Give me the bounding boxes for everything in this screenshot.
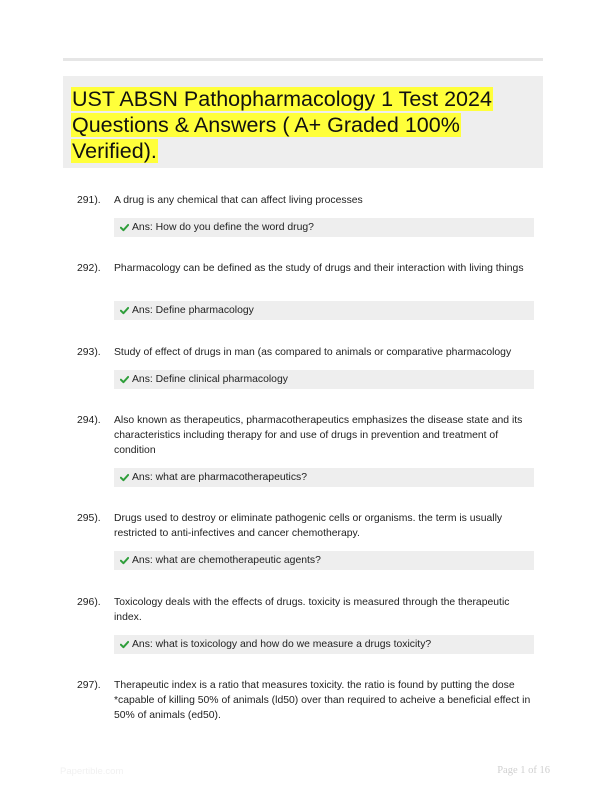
answer-box <box>114 468 534 487</box>
question-text: Therapeutic index is a ratio that measures toxicity. the ratio is found by putting the dose *capable of killing 50% of animals (ld50) over than required to acheive a beneficial effect in 50% of animals (ed50). <box>114 680 531 721</box>
question-text: Also known as therapeutics, pharmacotherapeutics emphasizes the disease state and its characteristics including therapy for and use of drugs in prevention and treatment of condition <box>114 415 523 456</box>
answer-text: Ans: what is toxicology and how do we measure a drugs toxicity? <box>132 639 432 650</box>
question-text: Toxicology deals with the effects of drugs. toxicity is measured through the therapeutic index. <box>114 597 510 623</box>
question-text: A drug is any chemical that can affect living processes <box>114 195 363 206</box>
answer-text: Ans: what are chemotherapeutic agents? <box>132 555 321 566</box>
question-number: 294). <box>77 415 101 426</box>
answer-text: Ans: Define clinical pharmacology <box>132 374 288 385</box>
answer-text: Ans: what are pharmacotherapeutics? <box>132 472 308 483</box>
answer-box <box>114 551 534 570</box>
answer-box <box>114 218 534 237</box>
question-number: 293). <box>77 347 101 358</box>
answer-box <box>114 301 534 320</box>
top-divider <box>63 58 543 61</box>
question-number: 296). <box>77 597 101 608</box>
answer-text: Ans: How do you define the word drug? <box>132 222 314 233</box>
question-number: 292). <box>77 263 101 274</box>
question-text: Drugs used to destroy or eliminate pathogenic cells or organisms. the term is usually restricted to anti-infectives and cancer chemotherapy. <box>114 513 503 539</box>
check-icon <box>120 223 129 232</box>
check-icon <box>120 640 129 649</box>
question-text: Study of effect of drugs in man (as compared to animals or comparative pharmacology <box>114 347 512 358</box>
check-icon <box>120 375 129 384</box>
document-title: UST ABSN Pathopharmacology 1 Test 2024 Questions & Answers ( A+ Graded 100% Verified). <box>72 87 492 163</box>
title-banner <box>63 76 543 168</box>
check-icon <box>120 556 129 565</box>
question-text: Pharmacology can be defined as the study of drugs and their interaction with living things <box>114 263 524 274</box>
question-number: 291). <box>77 195 101 206</box>
answer-box <box>114 635 534 654</box>
footer-watermark: Papertible.com <box>60 766 124 777</box>
check-icon <box>120 306 129 315</box>
answer-text: Ans: Define pharmacology <box>132 305 254 316</box>
check-icon <box>120 473 129 482</box>
answer-box <box>114 370 534 389</box>
question-number: 297). <box>77 680 101 691</box>
question-number: 295). <box>77 513 101 524</box>
page-number: Page 1 of 16 <box>497 765 550 776</box>
